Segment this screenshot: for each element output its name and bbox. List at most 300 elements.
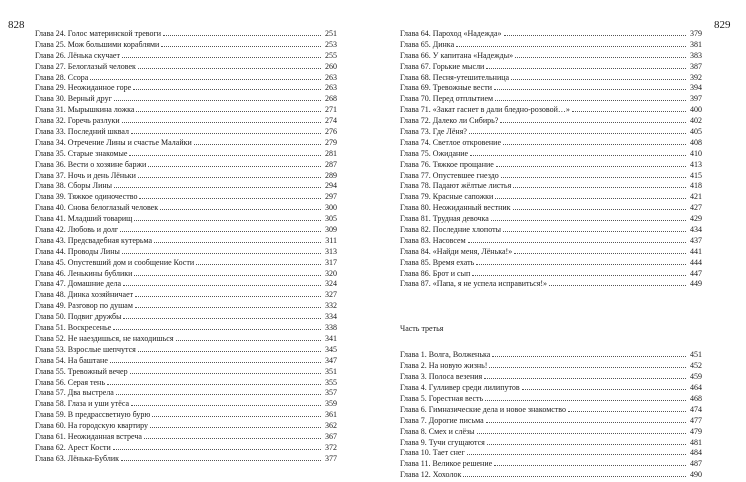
toc-entry-page: 294 (325, 181, 337, 191)
toc-entry-page: 392 (690, 72, 702, 82)
toc-entry-title: Глава 10. Тает снег (400, 448, 465, 458)
toc-entry (400, 448, 702, 459)
toc-entry-title: Глава 65. Динка (400, 39, 455, 49)
toc-leader-dots (152, 410, 321, 417)
toc-entry-title: Глава 1. Волга, Волженька (400, 350, 491, 360)
toc-leader-dots (477, 427, 686, 434)
toc-entry-page: 276 (325, 127, 337, 137)
toc-entry-title: Глава 84. «Найди меня, Лёнька!» (400, 246, 513, 256)
toc-entry-page: 311 (325, 235, 337, 245)
toc-leader-dots (514, 247, 686, 254)
toc-entry (35, 388, 337, 399)
toc-entry-page: 300 (325, 203, 337, 213)
toc-entry (35, 290, 337, 301)
toc-leader-dots (113, 323, 321, 330)
toc-entry-title: Глава 43. Предсвадебная кутерьма (35, 235, 153, 245)
toc-entry-title: Глава 42. Любовь и долг (35, 225, 119, 235)
toc-entry-title: Глава 63. Лёнька-Бублик (35, 453, 119, 463)
toc-entry-page: 484 (690, 448, 702, 458)
toc-entry-title: Глава 34. Отречение Лины и счастье Малайки (35, 137, 192, 147)
toc-entry-title: Глава 81. Трудная девочка (400, 214, 489, 224)
toc-leader-dots (123, 279, 321, 286)
toc-entry (35, 105, 337, 116)
toc-entry-page: 490 (690, 470, 702, 480)
toc-entry (400, 258, 702, 269)
toc-entry-page: 263 (325, 72, 337, 82)
toc-entry-title: Глава 80. Неожиданный вестник (400, 203, 511, 213)
toc-entry (35, 399, 337, 410)
toc-entry (400, 269, 702, 280)
toc-entry-page: 400 (690, 105, 702, 115)
toc-entry-page: 305 (325, 214, 337, 224)
toc-entry (35, 181, 337, 192)
toc-entry-title: Глава 57. Два выстрела (35, 388, 114, 398)
toc-entry-title: Глава 76. Тяжкое прощание (400, 159, 494, 169)
toc-entry (400, 247, 702, 258)
toc-leader-dots (486, 416, 686, 423)
toc-entry (400, 350, 702, 361)
toc-leader-dots (139, 192, 321, 199)
toc-entry-title: Глава 66. У капитана «Надежды» (400, 50, 514, 60)
toc-leader-dots (148, 160, 321, 167)
toc-leader-dots (113, 443, 321, 450)
toc-entry-page: 377 (325, 453, 337, 463)
toc-entry-title: Глава 72. Далеко ли Сибирь? (400, 116, 499, 126)
toc-entry-title: Глава 28. Ссора (35, 72, 89, 82)
toc-entry (35, 410, 337, 421)
toc-leader-dots (120, 225, 321, 232)
toc-entry-page: 447 (690, 268, 702, 278)
toc-entry (35, 279, 337, 290)
toc-right-list (400, 29, 702, 290)
toc-entry-page: 359 (325, 399, 337, 409)
toc-entry-title: Глава 3. Полоса везения (400, 372, 483, 382)
toc-leader-dots (122, 51, 321, 58)
toc-leader-dots (160, 203, 321, 210)
toc-entry-title: Глава 54. На баштане (35, 355, 108, 365)
toc-entry (400, 116, 702, 127)
toc-entry (400, 405, 702, 416)
toc-entry-title: Глава 30. Верный друг (35, 94, 112, 104)
toc-entry-title: Глава 83. Насовсем (400, 235, 466, 245)
toc-entry (35, 454, 337, 465)
toc-entry-page: 279 (325, 137, 337, 147)
toc-leader-dots (472, 269, 686, 276)
toc-entry-title: Глава 24. Голос материнской тревоги (35, 29, 162, 38)
toc-entry-title: Глава 64. Пароход «Надежда» (400, 29, 502, 38)
toc-entry (400, 40, 702, 51)
toc-leader-dots (110, 356, 321, 363)
toc-entry-page: 410 (690, 148, 702, 158)
toc-leader-dots (515, 51, 686, 58)
toc-entry-page: 338 (325, 323, 337, 333)
toc-entry-title: Глава 35. Старые знакомые (35, 148, 128, 158)
toc-entry (400, 236, 702, 247)
toc-entry (400, 51, 702, 62)
toc-leader-dots (470, 149, 686, 156)
toc-entry-title: Глава 62. Арест Кости (35, 442, 111, 452)
toc-entry-page: 418 (690, 181, 702, 191)
toc-entry-title: Глава 85. Время ехать (400, 257, 475, 267)
toc-entry (400, 94, 702, 105)
toc-entry (35, 432, 337, 443)
toc-entry-page: 334 (325, 312, 337, 322)
toc-entry-page: 427 (690, 203, 702, 213)
toc-entry (35, 116, 337, 127)
toc-leader-dots (504, 29, 686, 36)
toc-entry-page: 361 (325, 410, 337, 420)
toc-entry (35, 214, 337, 225)
toc-entry (35, 258, 337, 269)
toc-entry-page: 383 (690, 50, 702, 60)
toc-entry-title: Глава 58. Глаза и уши утёса (35, 399, 130, 409)
toc-leader-dots (138, 171, 321, 178)
toc-entry-page: 332 (325, 301, 337, 311)
toc-leader-dots (161, 40, 321, 47)
toc-entry-title: Глава 56. Серая тень (35, 377, 105, 387)
toc-entry-title: Глава 32. Горечь разлуки (35, 116, 120, 126)
toc-entry (400, 203, 702, 214)
toc-entry-title: Глава 2. На новую жизнь! (400, 361, 488, 371)
toc-leader-dots (503, 138, 686, 145)
toc-entry-page: 341 (325, 333, 337, 343)
toc-entry-page: 379 (690, 29, 702, 38)
toc-leader-dots (131, 127, 321, 134)
toc-leader-dots (500, 116, 686, 123)
toc-entry-page: 444 (690, 257, 702, 267)
toc-entry-page: 429 (690, 214, 702, 224)
toc-entry-title: Глава 60. На городскую квартиру (35, 421, 149, 431)
toc-leader-dots (489, 361, 686, 368)
toc-entry-page: 255 (325, 50, 337, 60)
toc-entry-title: Глава 79. Красные сапожки (400, 192, 494, 202)
toc-entry-page: 324 (325, 279, 337, 289)
toc-entry-page: 394 (690, 83, 702, 93)
toc-entry-page: 464 (690, 383, 702, 393)
toc-entry-title: Глава 48. Динка хозяйничает (35, 290, 134, 300)
toc-entry-page: 281 (325, 148, 337, 158)
toc-entry (35, 203, 337, 214)
toc-entry-page: 297 (325, 192, 337, 202)
toc-leader-dots (511, 73, 686, 80)
toc-entry (400, 171, 702, 182)
toc-entry-title: Глава 44. Проводы Лины (35, 246, 120, 256)
toc-entry-page: 451 (690, 350, 702, 360)
part-three-title: Часть третья (400, 324, 444, 334)
toc-leader-dots (154, 236, 321, 243)
toc-part-three-list (400, 350, 702, 481)
page-number-left: 828 (8, 19, 25, 31)
toc-entry (400, 181, 702, 192)
toc-entry (35, 138, 337, 149)
toc-entry-title: Глава 7. Дорогие письма (400, 415, 484, 425)
toc-entry (35, 171, 337, 182)
toc-entry (35, 421, 337, 432)
toc-leader-dots (549, 279, 686, 286)
toc-leader-dots (90, 73, 321, 80)
toc-entry-page: 263 (325, 83, 337, 93)
toc-entry-title: Глава 46. Ленькины бублики (35, 268, 133, 278)
toc-entry-title: Глава 25. Мож большими кораблями (35, 39, 160, 49)
toc-entry (400, 394, 702, 405)
toc-entry-title: Глава 61. Неожиданная встреча (35, 431, 142, 441)
toc-entry-page: 421 (690, 192, 702, 202)
toc-entry-title: Глава 36. Вести о хозяине баржи (35, 159, 147, 169)
toc-leader-dots (176, 334, 321, 341)
toc-entry-page: 327 (325, 290, 337, 300)
toc-entry (400, 149, 702, 160)
toc-entry-page: 260 (325, 61, 337, 71)
toc-entry-title: Глава 47. Домашние дела (35, 279, 122, 289)
toc-entry-title: Глава 75. Ожидание (400, 148, 469, 158)
toc-entry-title: Глава 6. Гимназические дела и новое знакомство (400, 404, 567, 414)
toc-entry (35, 301, 337, 312)
toc-entry (400, 83, 702, 94)
toc-entry-title: Глава 53. Взрослые шепчутся (35, 344, 136, 354)
toc-entry-page: 313 (325, 246, 337, 256)
toc-entry (400, 383, 702, 394)
toc-entry (400, 361, 702, 372)
toc-entry (400, 160, 702, 171)
toc-entry-title: Глава 73. Где Лёня? (400, 127, 467, 137)
toc-leader-dots (463, 470, 686, 477)
toc-leader-dots (114, 181, 321, 188)
toc-entry-title: Глава 11. Великое решение (400, 459, 493, 469)
toc-entry (400, 279, 702, 290)
toc-entry (35, 378, 337, 389)
toc-entry-title: Глава 50. Подвиг дружбы (35, 312, 122, 322)
toc-entry-title: Глава 55. Тревожный вечер (35, 366, 128, 376)
toc-entry-page: 441 (690, 246, 702, 256)
toc-leader-dots (130, 367, 321, 374)
toc-entry-title: Глава 59. В предрассветную бурю (35, 410, 151, 420)
toc-entry-title: Глава 5. Горестная весть (400, 393, 484, 403)
toc-entry-title: Глава 69. Тревожные вести (400, 83, 492, 93)
toc-entry-page: 351 (325, 366, 337, 376)
toc-entry-page: 372 (325, 442, 337, 452)
toc-leader-dots (194, 138, 321, 145)
toc-entry (35, 367, 337, 378)
toc-entry-page: 397 (690, 94, 702, 104)
toc-leader-dots (467, 448, 686, 455)
toc-entry-page: 449 (690, 279, 702, 289)
toc-leader-dots (456, 40, 686, 47)
toc-entry (35, 443, 337, 454)
toc-entry-title: Глава 26. Лёнька скучает (35, 50, 120, 60)
toc-entry-page: 468 (690, 393, 702, 403)
toc-leader-dots (135, 290, 321, 297)
toc-entry-title: Глава 82. Последние хлопоты (400, 225, 501, 235)
toc-entry-page: 381 (690, 39, 702, 49)
toc-entry-title: Глава 67. Горькие мысли (400, 61, 485, 71)
toc-leader-dots (163, 29, 321, 36)
toc-entry-page: 487 (690, 459, 702, 469)
toc-leader-dots (107, 378, 321, 385)
toc-entry (35, 345, 337, 356)
toc-leader-dots (135, 301, 321, 308)
toc-entry (400, 127, 702, 138)
toc-entry (400, 105, 702, 116)
toc-left-column (35, 29, 337, 465)
toc-entry (400, 73, 702, 84)
toc-entry-page: 287 (325, 159, 337, 169)
toc-leader-dots (122, 247, 321, 254)
toc-entry (35, 334, 337, 345)
toc-leader-dots (484, 372, 686, 379)
toc-entry-page: 251 (325, 29, 337, 38)
toc-entry-title: Глава 12. Хохолок (400, 470, 462, 480)
toc-entry-page: 289 (325, 170, 337, 180)
toc-leader-dots (134, 214, 321, 221)
toc-entry-page: 477 (690, 415, 702, 425)
toc-entry (35, 94, 337, 105)
toc-entry-page: 459 (690, 372, 702, 382)
toc-entry (35, 269, 337, 280)
toc-leader-dots (114, 94, 321, 101)
toc-entry-page: 345 (325, 344, 337, 354)
toc-entry (400, 438, 702, 449)
toc-entry (35, 312, 337, 323)
toc-entry-page: 347 (325, 355, 337, 365)
toc-entry-title: Глава 78. Падают жёлтые листья (400, 181, 512, 191)
toc-entry-title: Глава 51. Воскресенье (35, 323, 112, 333)
toc-leader-dots (469, 127, 686, 134)
toc-leader-dots (486, 62, 686, 69)
toc-leader-dots (568, 405, 686, 412)
toc-right-column (400, 29, 702, 481)
toc-entry-title: Глава 29. Неожиданное горе (35, 83, 132, 93)
toc-leader-dots (513, 181, 686, 188)
toc-entry (35, 247, 337, 258)
toc-entry (400, 470, 702, 481)
toc-leader-dots (134, 269, 321, 276)
toc-entry-page: 452 (690, 361, 702, 371)
toc-leader-dots (196, 258, 321, 265)
toc-entry-page: 274 (325, 116, 337, 126)
toc-leader-dots (494, 83, 686, 90)
toc-entry (35, 160, 337, 171)
toc-entry-title: Глава 45. Опустевший дом и сообщение Кости (35, 257, 195, 267)
toc-leader-dots (123, 312, 321, 319)
toc-entry-page: 320 (325, 268, 337, 278)
toc-entry-page: 317 (325, 257, 337, 267)
toc-entry (35, 149, 337, 160)
toc-entry-title: Глава 86. Брот и сып (400, 268, 471, 278)
page-number-right: 829 (714, 19, 731, 31)
toc-entry (35, 127, 337, 138)
toc-entry-page: 479 (690, 426, 702, 436)
toc-entry (35, 225, 337, 236)
toc-entry (400, 192, 702, 203)
toc-entry (35, 51, 337, 62)
toc-entry (35, 356, 337, 367)
toc-entry-page: 357 (325, 388, 337, 398)
toc-entry (400, 459, 702, 470)
toc-entry (35, 323, 337, 334)
toc-leader-dots (121, 454, 321, 461)
toc-entry-title: Глава 41. Младший товарищ (35, 214, 133, 224)
toc-leader-dots (131, 399, 321, 406)
toc-leader-dots (129, 149, 321, 156)
toc-leader-dots (495, 192, 686, 199)
toc-entry (35, 192, 337, 203)
toc-entry (400, 138, 702, 149)
toc-leader-dots (496, 160, 686, 167)
toc-entry-title: Глава 68. Песня-утешительница (400, 72, 510, 82)
toc-entry-page: 413 (690, 159, 702, 169)
toc-entry-title: Глава 71. «Закат гаснет в дали бледно-розовой…» (400, 105, 570, 115)
toc-leader-dots (485, 394, 686, 401)
toc-entry (400, 427, 702, 438)
toc-entry-title: Глава 9. Тучи сгущаются (400, 437, 485, 447)
toc-entry-title: Глава 37. Ночь и день Лёньки (35, 170, 136, 180)
toc-entry-page: 362 (325, 421, 337, 431)
toc-entry-page: 367 (325, 431, 337, 441)
toc-entry-page: 355 (325, 377, 337, 387)
toc-entry (400, 29, 702, 40)
toc-entry (35, 29, 337, 40)
toc-entry (35, 236, 337, 247)
toc-entry (400, 62, 702, 73)
toc-entry-title: Глава 40. Снова белоглазый человек (35, 203, 159, 213)
toc-leader-dots (468, 236, 686, 243)
toc-leader-dots (495, 94, 686, 101)
toc-entry (400, 225, 702, 236)
toc-entry (35, 62, 337, 73)
toc-entry-title: Глава 49. Разговор по душам (35, 301, 133, 311)
toc-leader-dots (491, 214, 686, 221)
toc-leader-dots (136, 105, 321, 112)
toc-entry-title: Глава 39. Тяжкое одиночество (35, 192, 138, 202)
toc-leader-dots (487, 438, 686, 445)
toc-leader-dots (116, 388, 321, 395)
toc-entry (35, 40, 337, 51)
toc-entry-page: 271 (325, 105, 337, 115)
toc-leader-dots (501, 171, 686, 178)
toc-entry-page: 405 (690, 127, 702, 137)
toc-leader-dots (138, 345, 321, 352)
toc-entry-page: 434 (690, 225, 702, 235)
toc-entry-page: 481 (690, 437, 702, 447)
toc-leader-dots (494, 459, 686, 466)
toc-entry-title: Глава 31. Мырышкина ложка (35, 105, 135, 115)
toc-leader-dots (492, 350, 686, 357)
toc-entry-title: Глава 74. Светлое откровение (400, 137, 502, 147)
toc-leader-dots (133, 83, 321, 90)
toc-entry (400, 372, 702, 383)
toc-entry-page: 387 (690, 61, 702, 71)
toc-entry (35, 83, 337, 94)
toc-entry-page: 415 (690, 170, 702, 180)
toc-leader-dots (522, 383, 686, 390)
toc-entry (400, 416, 702, 427)
toc-leader-dots (138, 62, 321, 69)
toc-leader-dots (513, 203, 686, 210)
toc-leader-dots (476, 258, 686, 265)
toc-entry-page: 268 (325, 94, 337, 104)
toc-entry-page: 408 (690, 137, 702, 147)
toc-entry-title: Глава 33. Последний шквал (35, 127, 129, 137)
toc-leader-dots (572, 105, 686, 112)
toc-entry-title: Глава 52. Не наездишься, не находишься (35, 333, 174, 343)
toc-entry-title: Глава 70. Перед отплытием (400, 94, 494, 104)
toc-entry (400, 214, 702, 225)
toc-entry-title: Глава 77. Опустевшее гнездо (400, 170, 499, 180)
toc-entry-title: Глава 38. Сборы Лины (35, 181, 113, 191)
toc-entry-title: Глава 4. Гулливер среди лилипутов (400, 383, 520, 393)
toc-entry-title: Глава 8. Смех и слёзы (400, 426, 475, 436)
toc-entry-page: 309 (325, 225, 337, 235)
